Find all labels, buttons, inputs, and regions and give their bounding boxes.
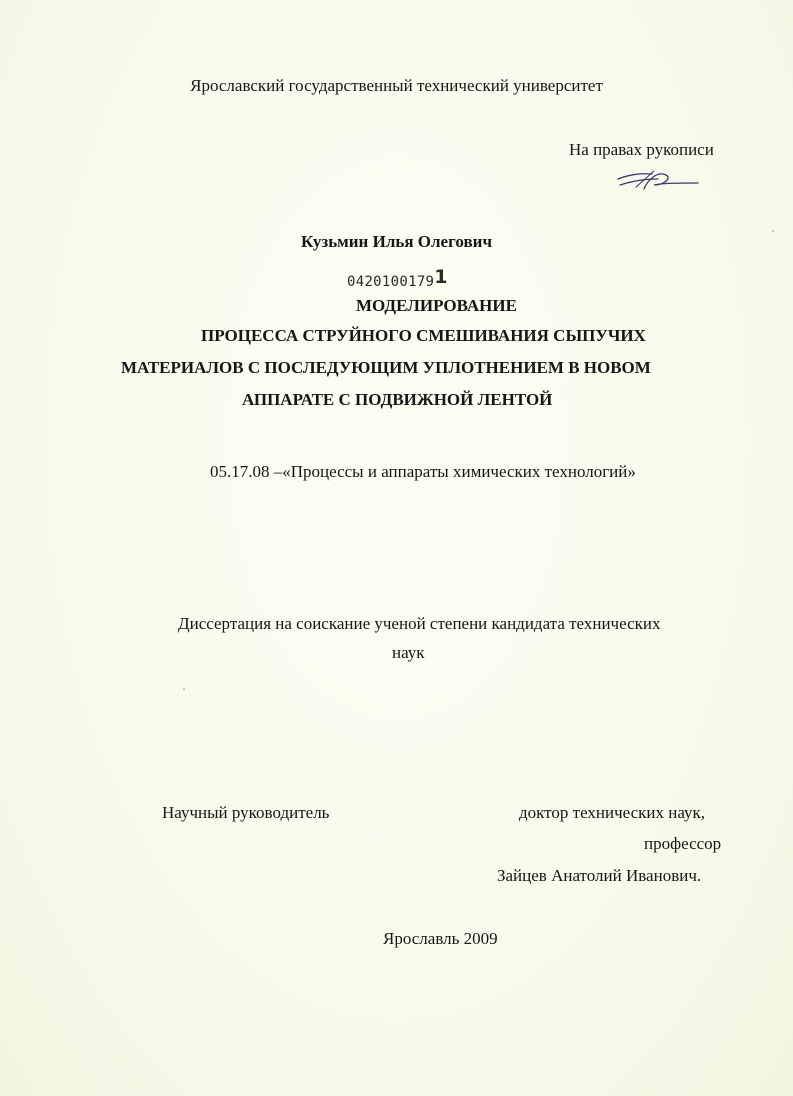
handwritten-signature bbox=[614, 167, 700, 193]
stamp-last-digit: 1 bbox=[434, 266, 448, 288]
specialty-code: 05.17.08 –«Процессы и аппараты химических технологий» bbox=[210, 462, 636, 481]
registration-stamp bbox=[347, 266, 448, 291]
stamp-number: 04201001791 bbox=[347, 266, 448, 290]
title-line-1: МОДЕЛИРОВАНИЕ bbox=[356, 296, 517, 315]
author-name: Кузьмин Илья Олегович bbox=[300, 232, 493, 251]
supervisor-title: профессор bbox=[644, 834, 722, 853]
scan-speck bbox=[772, 230, 774, 232]
dissertation-statement-line-1: Диссертация на соискание ученой степени кандидата технических bbox=[178, 614, 661, 633]
university-name: Ярославский государственный технический университет bbox=[190, 76, 603, 95]
title-line-3: МАТЕРИАЛОВ С ПОСЛЕДУЮЩИМ УПЛОТНЕНИЕМ В НОВОМ bbox=[121, 358, 651, 377]
manuscript-rights-note: На правах рукописи bbox=[569, 140, 714, 159]
scan-speck bbox=[183, 688, 185, 690]
supervisor-degree: доктор технических наук, bbox=[519, 803, 706, 822]
title-line-2: ПРОЦЕССА СТРУЙНОГО СМЕШИВАНИЯ СЫПУЧИХ bbox=[201, 326, 646, 345]
dissertation-statement-line-2: наук bbox=[392, 643, 425, 662]
supervisor-name: Зайцев Анатолий Иванович. bbox=[497, 866, 702, 885]
title-line-4: АППАРАТЕ С ПОДВИЖНОЙ ЛЕНТОЙ bbox=[242, 390, 553, 409]
city-year: Ярославль 2009 bbox=[383, 929, 498, 948]
supervisor-label: Научный руководитель bbox=[162, 803, 330, 822]
